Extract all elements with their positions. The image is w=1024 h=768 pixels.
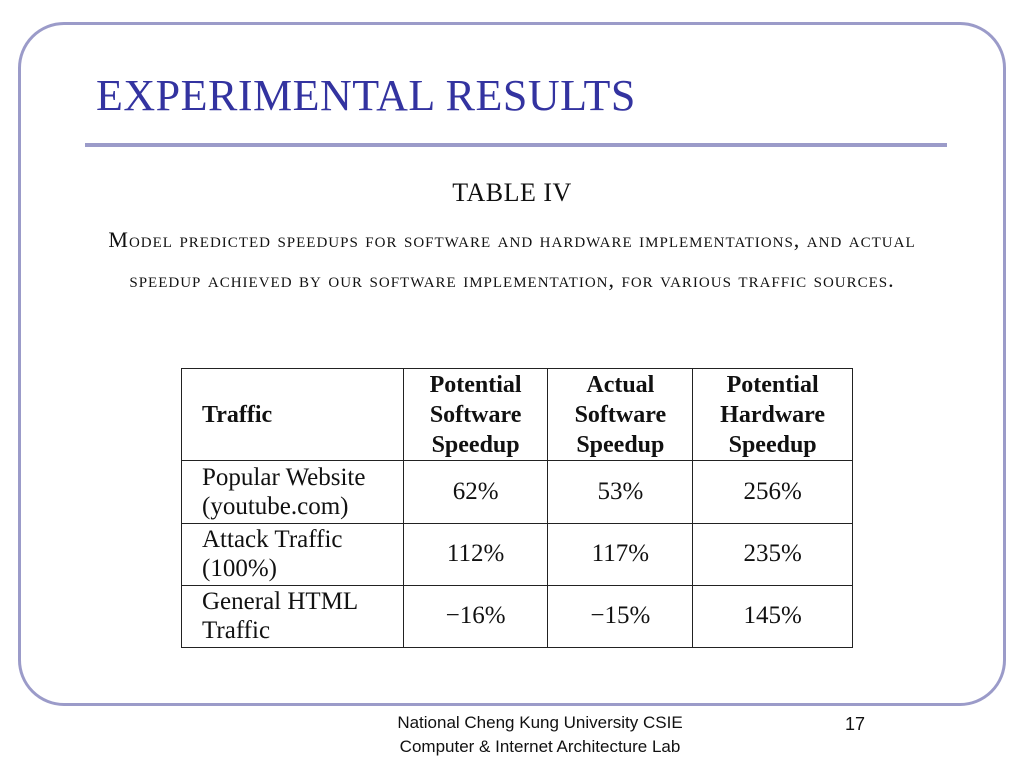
potential-hw-cell: 235% (693, 523, 853, 585)
potential-hw-cell: 256% (693, 461, 853, 523)
header-line: Potential (726, 371, 819, 398)
traffic-line: Attack Traffic (202, 526, 343, 554)
page-number: 17 (844, 714, 866, 734)
traffic-line: (youtube.com) (202, 492, 349, 520)
footer-institution (340, 711, 740, 759)
traffic-cell (182, 585, 404, 647)
header-line: Hardware (720, 401, 826, 428)
title-divider (85, 143, 947, 147)
header-line: Actual (586, 371, 655, 398)
header-line: Software (574, 401, 667, 428)
table-caption: Model predicted speedups for software and hardware implementations, and actual speedup achieved by our software implementation, for various traffic sources. (108, 227, 916, 292)
table-header-row (182, 369, 853, 461)
header-actual-software-speedup (548, 369, 693, 461)
table-label: TABLE IV (452, 178, 572, 207)
table-row (182, 523, 853, 585)
header-potential-software-speedup (403, 369, 548, 461)
header-line: Speedup (431, 431, 520, 458)
speedup-table (181, 368, 853, 648)
traffic-line: (100%) (202, 555, 277, 583)
header-line: Potential (429, 371, 522, 398)
traffic-cell (182, 461, 404, 523)
potential-hw-cell: 145% (693, 585, 853, 647)
header-line: Speedup (728, 431, 817, 458)
actual-sw-cell: −15% (548, 585, 693, 647)
actual-sw-cell: 53% (548, 461, 693, 523)
traffic-line: Traffic (202, 617, 271, 645)
table-row (182, 461, 853, 523)
slide-title: EXPERIMENTAL RESULTS (96, 71, 636, 120)
header-traffic (182, 369, 404, 461)
traffic-line: General HTML (202, 588, 359, 616)
footer-line: Computer & Internet Architecture Lab (399, 737, 681, 756)
actual-sw-cell: 117% (548, 523, 693, 585)
table-row (182, 585, 853, 647)
footer-line: National Cheng Kung University CSIE (397, 713, 683, 732)
potential-sw-cell: 112% (403, 523, 548, 585)
traffic-cell (182, 523, 404, 585)
header-line: Traffic (202, 401, 273, 428)
header-line: Speedup (576, 431, 665, 458)
potential-sw-cell: −16% (403, 585, 548, 647)
header-potential-hardware-speedup (693, 369, 853, 461)
potential-sw-cell: 62% (403, 461, 548, 523)
header-line: Software (429, 401, 522, 428)
traffic-line: Popular Website (202, 463, 366, 491)
